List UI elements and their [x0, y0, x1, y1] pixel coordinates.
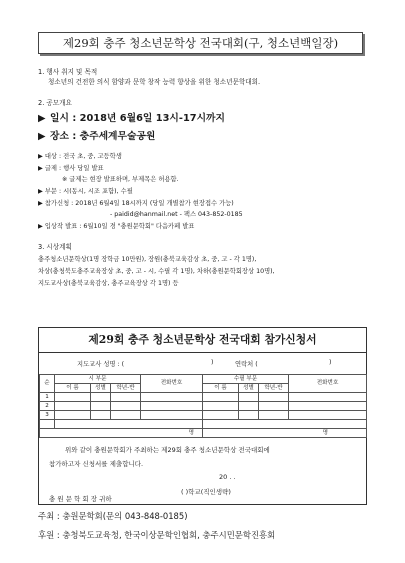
cell[interactable] [203, 420, 367, 429]
cell[interactable] [55, 420, 203, 429]
event-place-text: 장소 : 충주세계무술공원 [50, 131, 156, 142]
cell[interactable] [55, 411, 91, 420]
host-line: 주최 : 충원문학회(문의 043-848-0185) [38, 511, 188, 521]
col-grade: 학년-반 [259, 384, 289, 393]
table-row-blank [40, 420, 367, 429]
detail-note: ※ 글제는 현장 발표하며, 부제목은 허용함. [62, 176, 179, 183]
award-line: 충주청소년문학상(1명 장학금 10만원), 장원(충북교육감상 초, 중, 고 - 각 1명), [38, 256, 257, 263]
cell[interactable] [259, 393, 289, 402]
cell[interactable] [91, 393, 111, 402]
teacher-name-close: ) [211, 359, 214, 366]
form-title: 제29회 충주 청소년문학상 전국대회 참가신청서 [88, 333, 317, 346]
contact-line: - paidid@hanmail.net - 팩스 043-852-0185 [110, 211, 243, 218]
group-poetry: 시 부문 [55, 375, 141, 384]
cell[interactable] [141, 393, 203, 402]
cell[interactable] [111, 393, 141, 402]
page-title: 제29회 충주 청소년문학상 전국대회(구, 청소년백일장) [38, 32, 363, 54]
table-row [40, 402, 367, 411]
form-school: ( )학교(직인생략) [181, 488, 231, 496]
table-header-row [40, 375, 367, 384]
contact-close: ) [329, 359, 332, 366]
form-statement: 참가하고자 신청서를 제출합니다. [49, 460, 144, 468]
cell[interactable] [203, 393, 239, 402]
award-line: 차상(충청북도충주교육장상 초, 중, 고 - 시, 수필 각 1명), 차하(충원문학회장상 10명), [38, 268, 275, 275]
form-recipient: 충 원 문 학 회 장 귀하 [49, 495, 112, 503]
col-phone-essay: 전화번호 [289, 375, 367, 393]
col-name: 이 름 [203, 384, 239, 393]
count-poetry [40, 429, 203, 438]
col-phone-poetry: 전화번호 [141, 375, 203, 393]
row-number: 2 [40, 402, 55, 411]
cell[interactable] [239, 393, 259, 402]
form-statement: 위와 같이 충원문학회가 주최하는 제29회 충주 청소년문학상 전국대회에 [65, 446, 270, 454]
cell [40, 420, 55, 429]
col-gender: 성별 [239, 384, 259, 393]
bullet-icon: ▶ [38, 131, 46, 142]
detail-line: ▶ 참가신청 : 2018년 6월4일 18시까지 (당일 개별참가 현장접수 가능) [38, 200, 234, 207]
count-essay [203, 429, 367, 438]
form-date: 20 . . [219, 473, 236, 481]
col-gender: 성별 [91, 384, 111, 393]
cell[interactable] [55, 402, 91, 411]
section-3-heading: 3. 시상계획 [38, 243, 72, 251]
contact-label: 연락처 ( [235, 361, 258, 368]
col-name: 이 름 [55, 384, 91, 393]
award-line: 지도교사상(충북교육감상, 충주교육장상 각 1명) 등 [38, 280, 179, 287]
cell[interactable] [141, 411, 203, 420]
detail-line: ▶ 부문 : 시(동시, 시조 포함), 수필 [38, 188, 133, 195]
application-form [38, 327, 367, 505]
cell[interactable] [259, 411, 289, 420]
cell[interactable] [203, 411, 239, 420]
cell[interactable] [55, 393, 91, 402]
event-datetime-text: 일시 : 2018년 6월6일 13시-17시까지 [50, 113, 225, 124]
cell[interactable] [289, 411, 367, 420]
cell[interactable] [239, 402, 259, 411]
cell[interactable] [203, 402, 239, 411]
row-number: 3 [40, 411, 55, 420]
row-number: 1 [40, 393, 55, 402]
cell[interactable] [141, 402, 203, 411]
teacher-name-label: 지도교사 성명 : ( [77, 361, 125, 368]
detail-line: ▶ 글제 : 행사 당일 발표 [38, 165, 104, 172]
section-1-heading: 1. 행사 취지 및 목적 [38, 68, 98, 76]
cell[interactable] [289, 393, 367, 402]
cell[interactable] [91, 411, 111, 420]
group-essay: 수필 부문 [203, 375, 289, 384]
col-no: 순 [40, 375, 55, 393]
participant-table [39, 374, 367, 438]
cell[interactable] [111, 411, 141, 420]
cell[interactable] [239, 411, 259, 420]
bullet-icon: ▶ [38, 113, 46, 124]
table-row [40, 393, 367, 402]
sponsor-line: 후원 : 충청북도교육청, 한국이상문학인협회, 충주시민문학진흥회 [38, 530, 276, 540]
count-unit: 명 [188, 429, 195, 436]
detail-line: ▶ 대상 : 전국 초, 중, 고등학생 [38, 153, 122, 160]
cell[interactable] [259, 402, 289, 411]
cell[interactable] [111, 402, 141, 411]
cell[interactable] [91, 402, 111, 411]
divider [39, 352, 366, 353]
cell[interactable] [289, 402, 367, 411]
table-row [40, 411, 367, 420]
event-place [38, 130, 155, 143]
detail-line: ▶ 입상작 발표 : 6월10일 경 "충원문학회" 다음카페 발표 [38, 223, 195, 230]
table-total-row [40, 429, 367, 438]
section-1-body: 청소년의 건전한 의식 함양과 문학 창작 능력 향상을 위한 청소년문학대회. [48, 78, 261, 86]
col-grade: 학년-반 [111, 384, 141, 393]
event-datetime [38, 112, 225, 125]
section-2-heading: 2. 공모개요 [38, 99, 72, 107]
count-unit: 명 [322, 429, 329, 436]
